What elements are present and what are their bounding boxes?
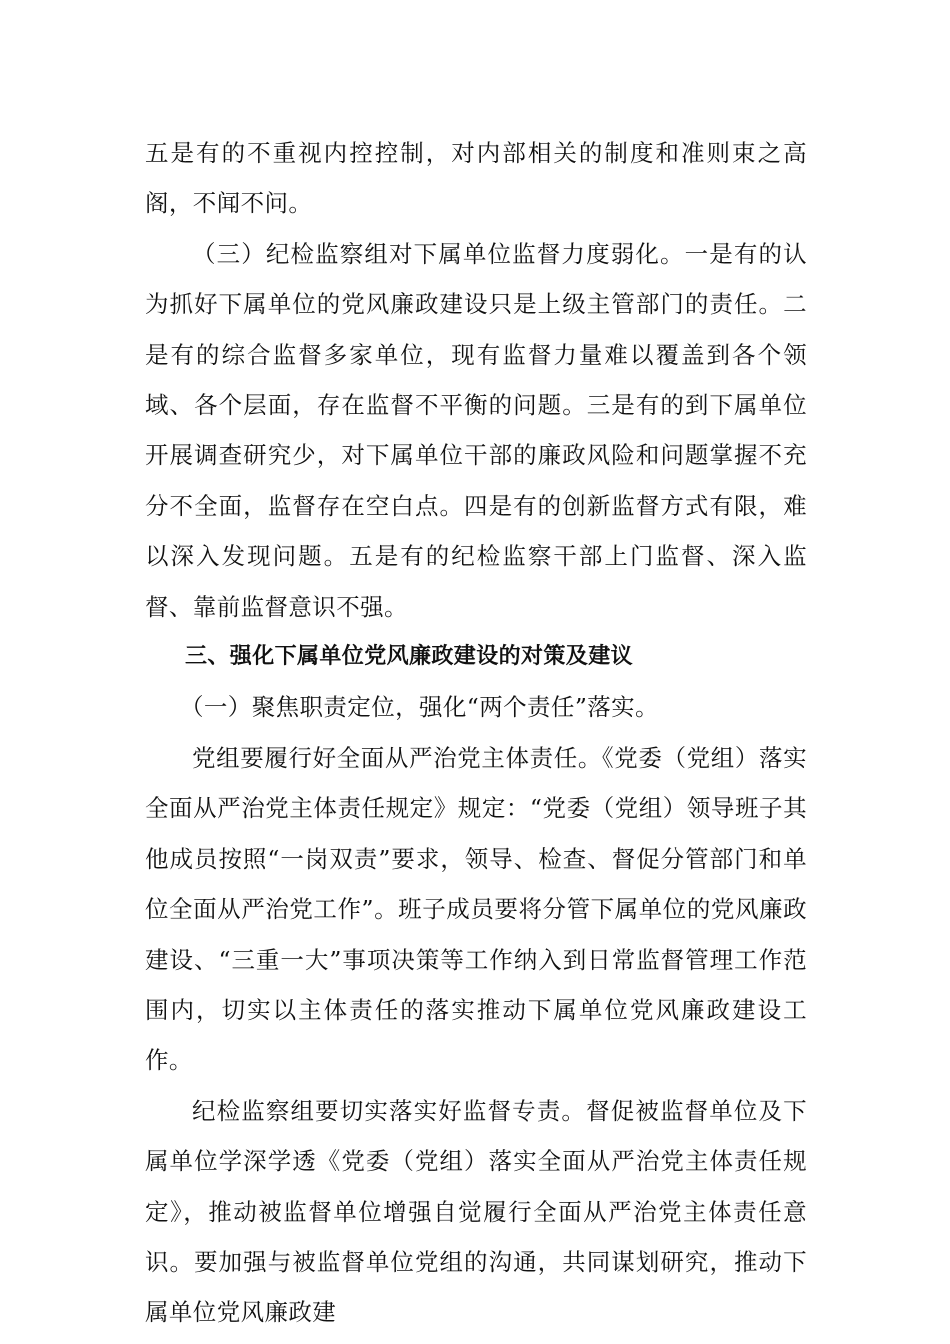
paragraph-discipline-supervision: 纪检监察组要切实落实好监督专责。督促被监督单位及下属单位学深学透《党委（党组）落实全面从严治党主体责任规定》，推动被监督单位增强自觉履行全面从严治党主体责任意识。要加强与被监督单位党组的沟通，共同谋划研究，推动下属单位党风廉政建 bbox=[145, 1096, 807, 1327]
section-heading: 三、强化下属单位党风廉政建设的对策及建议 bbox=[185, 644, 634, 670]
paragraph-party-group-responsibility: 党组要履行好全面从严治党主体责任。《党委（党组）落实全面从严治党主体责任规定》规定：“党委（党组）领导班子其他成员按照“一岗双责”要求，领导、检查、督促分管部门和单位全面从严治党工作”。班子成员要将分管下属单位的党风廉政建设、“三重一大”事项决策等工作纳入到日常监督管理工作范围内，切实以主体责任的落实推动下属单位党风廉政建设工作。 bbox=[145, 743, 807, 1075]
paragraph-continuation: 五是有的不重视内控控制，对内部相关的制度和准则束之高阁，不闻不问。 bbox=[145, 139, 807, 218]
subsection-heading: （一）聚焦职责定位，强化“两个责任”落实。 bbox=[180, 693, 659, 722]
paragraph-supervision-weakness: （三）纪检监察组对下属单位监督力度弱化。一是有的认为抓好下属单位的党风廉政建设只是上级主管部门的责任。二是有的综合监督多家单位，现有监督力量难以覆盖到各个领域、各个层面，存在监督不平衡的问题。三是有的到下属单位开展调查研究少，对下属单位干部的廉政风险和问题掌握不充分不全面，监督存在空白点。四是有的创新监督方式有限，难以深入发现问题。五是有的纪检监察干部上门监督、深入监督、靠前监督意识不强。 bbox=[145, 239, 807, 621]
document-body bbox=[145, 128, 807, 1338]
